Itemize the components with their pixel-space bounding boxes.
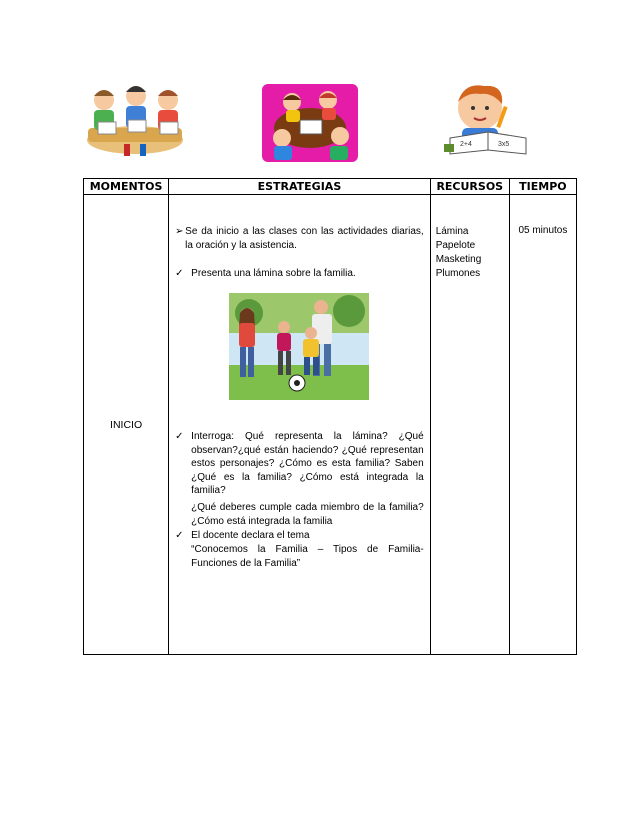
strategies-cell (169, 195, 431, 655)
strategy-item: ✓ Presenta una lámina sobre la familia. (175, 268, 356, 279)
header-tiempo: TIEMPO (509, 179, 576, 195)
tiempo-cell: 05 minutos (509, 195, 576, 655)
header-recursos: RECURSOS (430, 179, 509, 195)
family-photo (229, 293, 369, 400)
header-momentos: MOMENTOS (84, 179, 169, 195)
strategy-item: ➢ Se da inicio a las clases con las actividades diarias, la oración y la asistencia. (175, 226, 424, 251)
boy-studying-clipart (440, 80, 532, 160)
header-estrategias: ESTRATEGIAS (169, 179, 431, 195)
recurso-item: Papelote (435, 240, 476, 251)
svg-text:3x5: 3x5 (498, 141, 510, 148)
strategy-item: ¿Qué deberes cumple cada miembro de la familia? ¿Cómo está integrada la familia (191, 502, 424, 527)
checkmark-icon: ✓ (175, 431, 184, 442)
recurso-item: Plumones (435, 268, 481, 279)
svg-text:2+4: 2+4 (460, 141, 472, 148)
lesson-plan-table (83, 178, 577, 655)
checkmark-icon: ✓ (175, 268, 184, 279)
table-row (84, 195, 577, 655)
children-reading-clipart (84, 80, 186, 158)
strategy-item: ✓ El docente declara el tema (175, 530, 310, 541)
table-header-row (84, 179, 577, 195)
momento-cell: INICIO (84, 195, 169, 655)
students-group-clipart (262, 84, 358, 162)
strategy-item: ✓ Interroga: Qué representa la lámina? ¿Qué observan?¿qué están haciendo? ¿Qué representan estos personajes? ¿Cómo es esta familia? Saben ¿Qué es la familia? ¿Cómo está integrada la familia? (175, 431, 424, 496)
recurso-item: Lámina (435, 226, 469, 237)
recurso-item: Masketing (435, 254, 482, 265)
checkmark-icon: ✓ (175, 530, 184, 541)
strategy-item: “Conocemos la Familia – Tipos de Familia- Funciones de la Familia” (191, 544, 424, 569)
recursos-cell (430, 195, 509, 655)
arrow-bullet-icon: ➢ (175, 226, 184, 237)
